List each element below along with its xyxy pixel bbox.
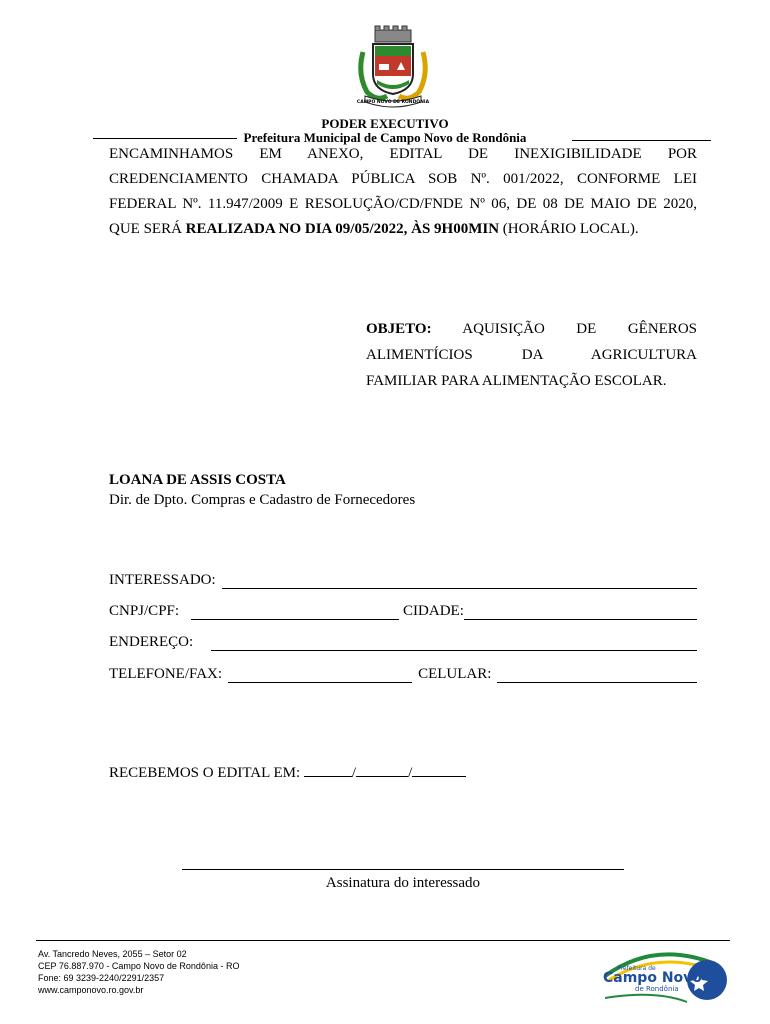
date-day-blank[interactable] [304,762,352,777]
municipal-crest-logo [351,24,435,108]
interessado-blank[interactable] [222,573,697,589]
cnpj-label: CNPJ/CPF: [109,603,180,619]
field-telefone-celular [109,666,697,683]
objeto-line: ALIMENTÍCIOS DA AGRICULTURA [366,347,697,363]
telefone-label: TELEFONE/FAX: [109,666,223,682]
endereco-blank[interactable] [211,635,697,651]
header-rule-right [572,140,711,141]
body-last-prefix: QUE SERÁ [109,221,186,237]
interessado-label: INTERESSADO: [109,572,216,588]
recebemos-row: RECEBEMOS O EDITAL EM: / / [109,762,466,782]
celular-label: CELULAR: [418,666,492,682]
recebemos-label: RECEBEMOS O EDITAL EM: [109,765,301,781]
signature-caption: Assinatura do interessado [325,875,481,891]
body-last-suffix: (HORÁRIO LOCAL). [499,221,639,237]
celular-blank[interactable] [497,667,697,683]
header-poder-executivo: PODER EXECUTIVO [321,116,449,131]
body-line: FEDERAL Nº. 11.947/2009 E RESOLUÇÃO/CD/FNDE Nº 06, DE 08 DE MAIO DE 2020, [109,196,697,212]
signer-role: Dir. de Dpto. Compras e Cadastro de Fornecedores [109,492,416,508]
field-cnpj-cidade [109,603,697,620]
campo-novo-logo [595,946,735,1006]
body-paragraph [109,142,697,242]
field-interessado [109,572,697,589]
footer-rule [36,940,730,941]
objeto-line1-text: AQUISIÇÃO DE GÊNEROS [462,321,697,337]
header-prefeitura: Prefeitura Municipal de Campo Novo de Rondônia [243,130,527,145]
cidade-label: CIDADE: [403,603,464,619]
address-line: CEP 76.887.970 - Campo Novo de Rondônia - RO [38,961,240,971]
objeto-label: OBJETO: [366,321,432,337]
address-line: Av. Tancredo Neves, 2055 – Setor 02 [38,949,187,959]
objeto-line [366,316,697,342]
logo-sub-text: de Rondônia [635,985,679,993]
date-year-blank[interactable] [412,762,466,777]
field-endereco [109,634,697,651]
address-line: www.camponovo.ro.gov.br [38,985,144,995]
cnpj-blank[interactable] [191,604,399,620]
objeto-block [366,316,697,394]
objeto-line: FAMILIAR PARA ALIMENTAÇÃO ESCOLAR. [366,373,667,389]
logo-main-text: Campo Novo [603,970,702,986]
signer-name: LOANA DE ASSIS COSTA [109,472,286,488]
cidade-blank[interactable] [464,604,697,620]
telefone-blank[interactable] [228,667,412,683]
logo-small-text: Prefeitura de [617,965,656,972]
endereco-label: ENDEREÇO: [109,634,194,650]
body-line: CREDENCIAMENTO CHAMADA PÚBLICA SOB Nº. 001/2022, CONFORME LEI [109,171,697,187]
date-month-blank[interactable] [356,762,408,777]
footer-address [38,948,239,996]
address-line: Fone: 69 3239-2240/2291/2357 [38,973,165,983]
crest-ribbon-text: CAMPO NOVO DE RONDÔNIA [356,100,430,105]
signature-line[interactable] [182,869,624,870]
body-date-bold: REALIZADA NO DIA 09/05/2022, ÀS 9H00MIN [185,221,500,237]
body-line-last [109,217,697,242]
body-line: ENCAMINHAMOS EM ANEXO, EDITAL DE INEXIGIBILIDADE POR [109,146,697,162]
